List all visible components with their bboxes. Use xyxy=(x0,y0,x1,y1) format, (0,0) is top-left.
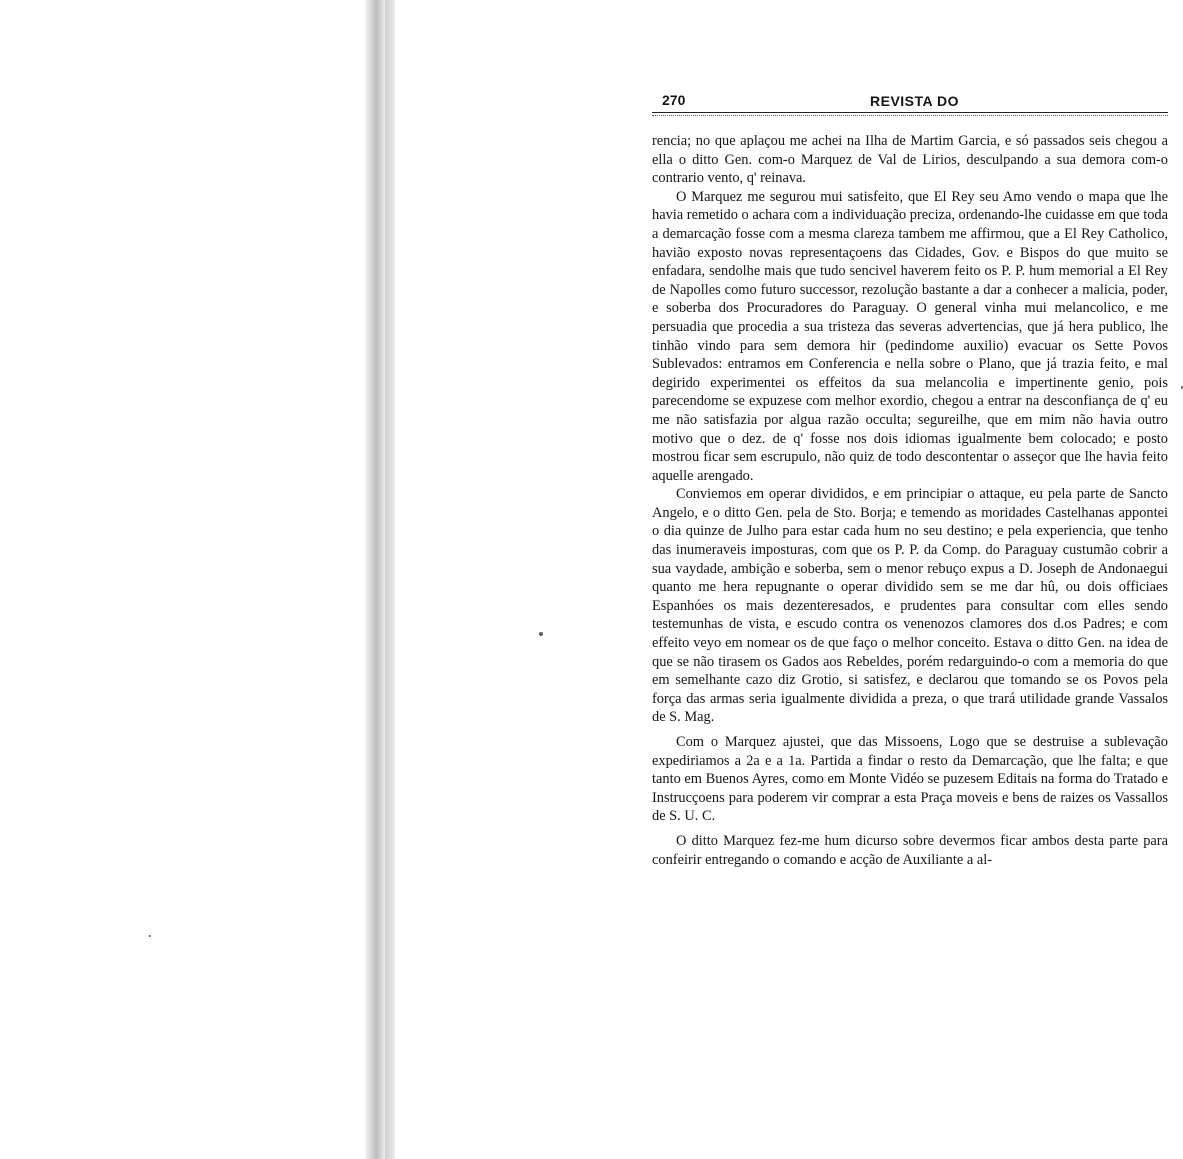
page-header xyxy=(652,92,1168,112)
page-number: 270 xyxy=(662,92,686,108)
body-text xyxy=(652,132,1168,869)
book-gutter-shadow xyxy=(365,0,385,1159)
paragraph: O Marquez me segurou mui satisfeito, que El Rey seu Amo vendo o mapa que lhe havia remetido o achara com a individuação preciza, ordenando-lhe cuidasse em que toda a demarcação fosse com a mesma clareza tambem me affirmou, que a El Rey Catholico, havião exposto novas representaçoens das Cidades, Gov. e Bispos do que muito se enfadara, sendolhe mais que tudo sencivel haverem feito os P. P. hum memorial a El Rey de Napolles como futuro successor, rezolução bastante a dar a conhecer a malicia, poder, e soberba dos Procuradores do Paraguay. O general vinha mui melancolico, e me persuadia que procedia a sua tristeza das severas advertencias, que já hera publico, lhe tinhão vindo para sem demora hir (pedindome auxilio) evacuar os Sette Povos Sublevados: entramos em Conferencia e nella sobre o Plano, que já trazia feito, e mal degirido experimentei os effeitos da sua melancolia e impertinente genio, pois parecendome se expuzese com melhor exordio, chegou a entrar na desconfiança de q' eu me não satisfazia por algua razão occulta; segureilhe, que em mim não havia outro motivo que o dez. de q' fosse nos dois idiomas igualmente bem colocado; e posto mostrou ficar sem escrupulo, não quiz de todo descontentar o asseçor que lhe havia feito aquelle arengado. xyxy=(652,188,1168,484)
paragraph: Com o Marquez ajustei, que das Missoens, Logo que se destruise a sublevação expediriamos a 2a e a 1a. Partida a findar o resto da Demarcação, que lhe falta; e que tanto em Buenos Ayres, como em Monte Vidéo se puzesem Editais na forma do Tratado e Instrucçoens para poderem vir comprar a esta Praça moveis e bens de raizes os Vassallos de S. U. C. xyxy=(652,734,1168,825)
paragraph: O ditto Marquez fez-me hum dicurso sobre devermos ficar ambos desta parte para confeirir entregando o comando e acção de Auxiliante a al- xyxy=(652,832,1168,868)
running-head: REVISTA DO xyxy=(870,93,960,109)
paragraph: Conviemos em operar divididos, e em principiar o attaque, eu pela parte de Sancto Angelo, e o ditto Gen. pela de Sto. Borja; e temendo as moridades Castelhanas appontei o dia quinze de Julho para estar cada hum no seu destino; e pela experiencia, que tenho das inumeraveis imposturas, com que os P. P. da Comp. do Paraguay custumão cobrir a sua vaydade, ambição e soberba, sem o menor rebuço expus a D. Joseph de Andonaegui quanto me hera repugnante o operar dividido sem se me dar hû, ou dois officiaes Espanhóes os mais dezenteresados, e prudentes para consultar com elles sendo testemunhas de vista, e escudo contra os venenozos clamores dos d.os Padres; e com effeito veyo em nomear os de que faço o melhor conceito. Estava o ditto Gen. na idea de que se não tirasem os Gados aos Rebeldes, porém redarguindo-o com a memoria do que em semelhante cazo diz Grotio, si satisfez, e declarou que tomando se os Povos pela força das armas seria igualmente dividida a preza, o que trará utilidade grande Vassalos de S. Mag. xyxy=(652,486,1168,726)
header-rule xyxy=(652,112,1168,116)
scan-speck xyxy=(539,632,543,636)
book-gutter-edge xyxy=(385,0,395,1159)
scan-speck xyxy=(149,935,151,937)
paragraph: rencia; no que aplaçou me achei na Ilha de Martim Garcia, e só passados seis chegou a ella o ditto Gen. com-o Marquez de Val de Lirios, desculpando a sua demora com-o contrario vento, q' reinava. xyxy=(652,133,1168,187)
printed-page xyxy=(652,92,1168,1152)
